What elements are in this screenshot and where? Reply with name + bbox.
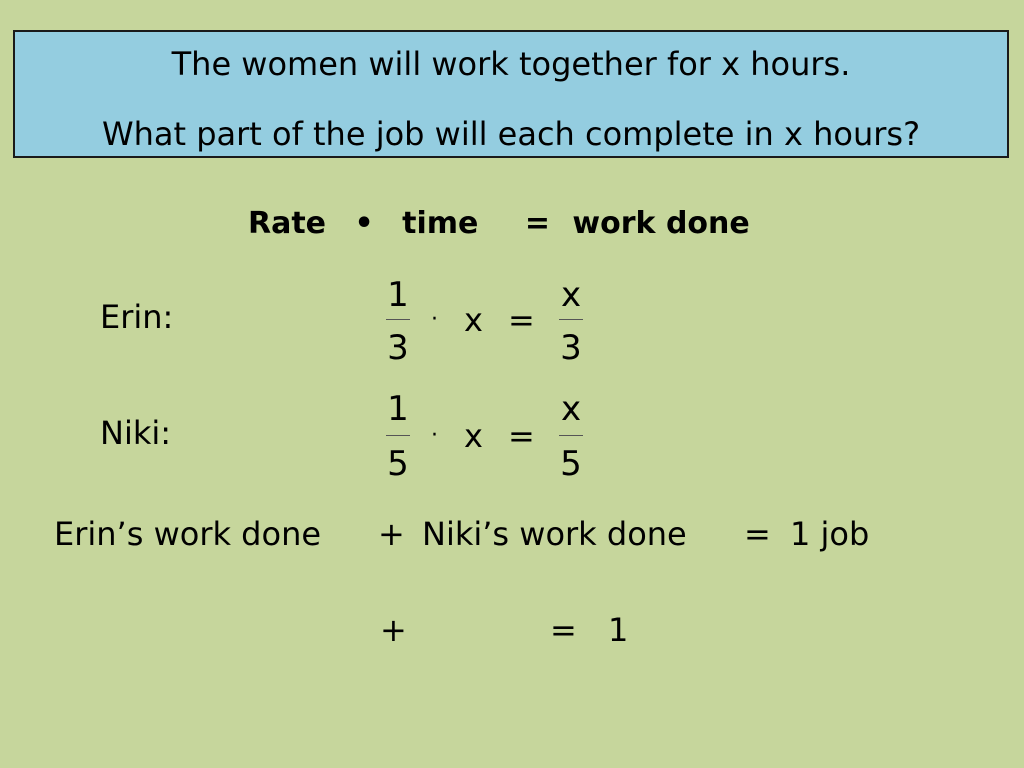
erin-multiply-dot: · [431,307,438,332]
niki-work-fraction-bar [559,435,583,436]
header-work-done: work done [572,206,750,241]
niki-rate-fraction-bar [386,435,410,436]
header-time: time [402,206,479,241]
final-result: 1 [608,611,629,649]
niki-equals: = [508,417,535,455]
header-bullet: • [354,206,374,241]
erin-work-numerator: x [560,275,582,315]
erin-work-phrase: Erin’s work done [54,515,322,553]
niki-time: x [464,417,483,455]
erin-equals: = [508,301,535,339]
niki-rate-numerator: 1 [387,389,409,429]
erin-rate-denominator: 3 [387,328,409,368]
question-line-2: What part of the job will each complete in x hours? [101,115,921,153]
final-equals: = [550,611,577,649]
sentence-equals: = [744,515,771,553]
erin-work-fraction-bar [559,319,583,320]
erin-rate-fraction-bar [386,319,410,320]
erin-work-denominator: 3 [560,328,582,368]
rate-time-work-header [248,204,750,244]
niki-rate-denominator: 5 [387,444,409,484]
niki-work-denominator: 5 [560,444,582,484]
sentence-result: 1 job [790,515,870,553]
niki-multiply-dot: · [431,423,438,448]
niki-work-numerator: x [560,389,582,429]
niki-work-phrase: Niki’s work done [422,515,687,553]
erin-rate-numerator: 1 [387,275,409,315]
question-box [13,30,1009,158]
sentence-plus: + [378,515,405,553]
question-line-1: The women will work together for x hours. [171,45,851,83]
erin-label: Erin: [100,298,174,336]
header-rate: Rate [248,206,327,241]
header-equals: = [524,206,550,241]
niki-label: Niki: [100,414,172,452]
final-plus: + [380,611,407,649]
erin-time: x [464,301,483,339]
